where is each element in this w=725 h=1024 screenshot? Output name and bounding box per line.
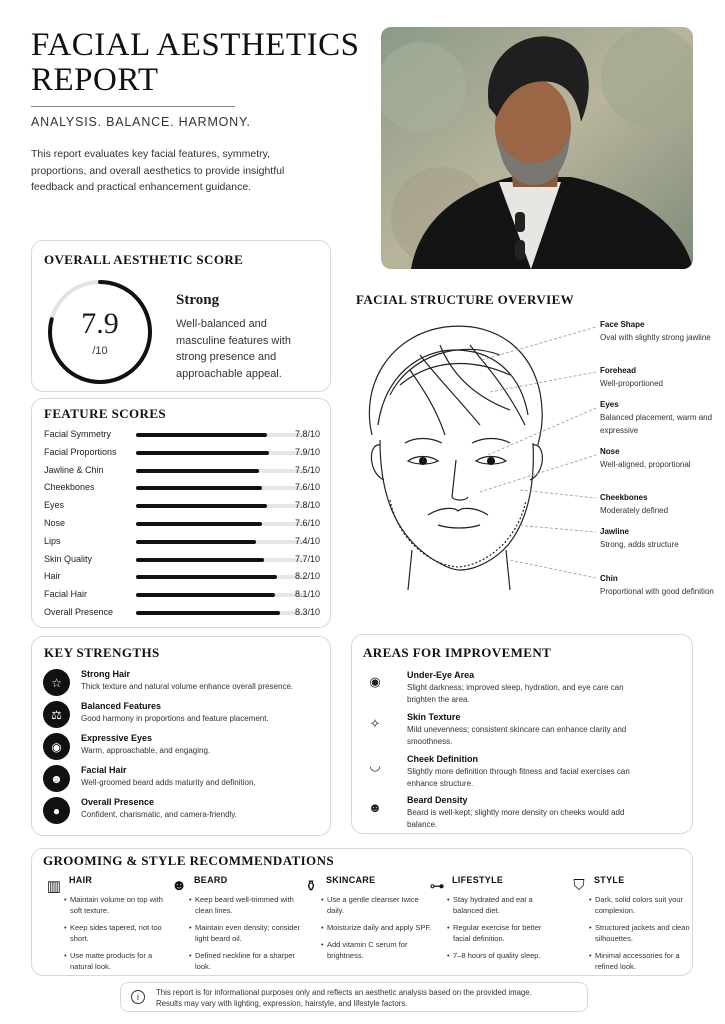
grooming-col-title: HAIR	[69, 875, 93, 885]
disclaimer-line-1: This report is for informational purposes only and reflects an aesthetic analysis based on the provided image.	[156, 988, 532, 997]
grooming-col-title: STYLE	[594, 875, 625, 885]
feature-row	[44, 516, 320, 534]
face-outline-icon: ◡	[369, 758, 381, 773]
grooming-heading: GROOMING & STYLE RECOMMENDATIONS	[43, 853, 334, 868]
callout-text: Strong, adds structure	[600, 540, 679, 549]
strength-title: Strong Hair	[81, 669, 131, 679]
callout-text: Proportional with good definition	[600, 587, 714, 596]
scale-icon: ⚖	[43, 701, 70, 728]
feature-bar-track	[136, 451, 306, 455]
feature-bar-track	[136, 486, 306, 490]
intro-text: This report evaluates key facial features, symmetry, proportions, and overall aesthetics to provide insightful feedback and practical enhancement guidance.	[31, 148, 285, 193]
strength-item	[43, 797, 323, 827]
feature-bar-track	[136, 558, 306, 562]
feature-scores-heading: FEATURE SCORES	[44, 406, 167, 421]
improvement-title: Beard Density	[407, 795, 468, 805]
improvement-title: Cheek Definition	[407, 754, 479, 764]
improvement-text: Beard is well-kept; slightly more density on cheeks would add balance.	[407, 808, 625, 829]
info-icon: i	[131, 990, 145, 1004]
feature-value: 7.6/10	[294, 518, 320, 528]
improvement-title: Under-Eye Area	[407, 670, 475, 680]
disclaimer-line-2: Results may vary with lighting, expression, hairstyle, and lifestyle factors.	[156, 998, 408, 1008]
feature-value: 7.4/10	[294, 535, 320, 546]
grooming-tip: • Add vitamin C serum for brightness.	[321, 939, 433, 961]
dumbbell-icon: ⊶	[429, 878, 445, 895]
grooming-tip: • Maintain even density; consider light beard oil.	[189, 922, 301, 944]
jacket-icon: ⛉	[573, 877, 585, 894]
improvement-title: Skin Texture	[407, 712, 461, 722]
callout-eyes	[600, 398, 720, 437]
grooming-tip: • Keep sides tapered, not too short.	[64, 922, 176, 944]
feature-bar-fill	[136, 575, 277, 579]
strength-text: Good harmony in proportions and feature placement.	[81, 714, 269, 723]
eye-icon: ◉	[43, 733, 70, 760]
strength-text: Confident, charismatic, and camera-friendly.	[81, 810, 237, 819]
grooming-tip: • Stay hydrated and eat a balanced diet.	[447, 894, 559, 916]
grooming-tip: • Dark, solid colors suit your complexion.	[589, 894, 701, 916]
callout-text: Well-aligned, proportional	[600, 460, 691, 469]
grooming-tip: • Maintain volume on top with soft texture.	[64, 894, 176, 916]
feature-bar-fill	[136, 611, 280, 615]
feature-label: Facial Symmetry	[44, 429, 112, 439]
grooming-tip: • Keep beard well-trimmed with clean lines.	[189, 894, 301, 916]
overall-score-max: /10	[92, 345, 108, 357]
comb-icon: ▥	[46, 878, 62, 895]
feature-bar-fill	[136, 593, 275, 597]
feature-label: Facial Proportions	[44, 446, 117, 457]
grooming-tip: • Moisturize daily and apply SPF.	[321, 922, 433, 933]
feature-row	[44, 605, 320, 623]
feature-value: 7.8/10	[294, 429, 320, 439]
feature-row	[44, 534, 320, 552]
callout-text: Oval with slightly strong jawline	[600, 333, 711, 342]
grooming-col-title: LIFESTYLE	[452, 875, 504, 885]
callout-text: Balanced placement, warm and expressive	[600, 413, 713, 435]
strength-item	[43, 765, 323, 795]
grooming-tip-list	[64, 894, 176, 978]
strength-item	[43, 701, 323, 731]
feature-bar-track	[136, 433, 306, 437]
feature-value: 7.9/10	[294, 446, 320, 457]
grooming-col-title: BEARD	[194, 875, 228, 885]
star-icon: ☆	[43, 669, 70, 696]
person-icon: ●	[43, 797, 70, 824]
tagline: ANALYSIS. BALANCE. HARMONY.	[31, 115, 251, 129]
beard-icon: ☻	[43, 765, 70, 792]
feature-label: Jawline & Chin	[44, 464, 104, 475]
feature-bar-track	[136, 593, 306, 597]
overall-score-heading: OVERALL AESTHETIC SCORE	[44, 252, 244, 267]
strength-text: Thick texture and natural volume enhance overall presence.	[81, 682, 294, 691]
feature-bar-fill	[136, 504, 267, 508]
structure-heading: FACIAL STRUCTURE OVERVIEW	[356, 292, 575, 307]
feature-value: 8.3/10	[294, 607, 320, 617]
feature-label: Lips	[44, 535, 61, 546]
strength-title: Facial Hair	[81, 765, 127, 775]
callout-title: Eyes	[600, 400, 619, 409]
feature-bar-fill	[136, 433, 267, 437]
eye-icon: ◉	[369, 674, 381, 689]
strength-title: Overall Presence	[81, 797, 155, 807]
feature-value: 8.2/10	[294, 571, 320, 582]
feature-bar-track	[136, 522, 306, 526]
feature-value: 7.7/10	[294, 553, 320, 564]
grooming-tip-list	[189, 894, 301, 978]
grooming-tip: • Structured jackets and clean silhouettes.	[589, 922, 701, 944]
report-title	[31, 28, 359, 98]
strength-text: Warm, approachable, and engaging.	[81, 746, 211, 755]
title-line-2: REPORT	[31, 62, 159, 98]
strength-text: Well-groomed beard adds maturity and definition.	[81, 778, 256, 787]
feature-row	[44, 445, 320, 463]
feature-bar-fill	[136, 540, 256, 544]
strengths-heading: KEY STRENGTHS	[44, 645, 160, 660]
callout-title: Nose	[600, 447, 620, 456]
feature-value: 7.5/10	[294, 464, 320, 475]
improvement-heading: AREAS FOR IMPROVEMENT	[363, 645, 552, 660]
callout-title: Face Shape	[600, 320, 645, 329]
feature-label: Facial Hair	[44, 589, 88, 600]
overall-rating: Strong	[176, 292, 220, 308]
grooming-tip: • 7–8 hours of quality sleep.	[447, 950, 559, 961]
feature-row	[44, 480, 320, 498]
feature-label: Cheekbones	[44, 482, 95, 493]
callout-cheekbones	[600, 491, 720, 517]
overall-score-value: 7.9	[81, 307, 119, 340]
callout-forehead	[600, 364, 720, 390]
beard-icon: ☻	[368, 799, 382, 815]
callout-text: Well-proportioned	[600, 379, 663, 388]
strength-title: Balanced Features	[81, 701, 162, 711]
grooming-tip: • Regular exercise for better facial definition.	[447, 922, 559, 944]
portrait-photo	[381, 27, 693, 269]
grooming-tip-list	[589, 894, 701, 978]
feature-bar-fill	[136, 469, 259, 473]
feature-label: Nose	[44, 518, 66, 528]
callout-text: Moderately defined	[600, 506, 669, 515]
grooming-tip-list	[321, 894, 433, 967]
feature-bar-track	[136, 575, 306, 579]
callout-leaders	[480, 320, 602, 590]
callout-title: Jawline	[600, 527, 629, 536]
feature-label: Skin Quality	[44, 553, 93, 564]
grooming-col-title: SKINCARE	[326, 875, 376, 885]
feature-bar-fill	[136, 451, 269, 455]
strength-item	[43, 669, 323, 699]
feature-bar-track	[136, 611, 306, 615]
grooming-tip: • Minimal accessories for a refined look.	[589, 950, 701, 972]
title-divider	[31, 106, 235, 107]
grooming-tip: • Use matte products for a natural look.	[64, 950, 176, 972]
feature-row	[44, 569, 320, 587]
feature-row	[44, 463, 320, 481]
feature-label: Overall Presence	[44, 607, 114, 617]
callout-nose	[600, 445, 720, 471]
improvement-text: Slight darkness; improved sleep, hydration, and eye care can brighten the area.	[407, 683, 624, 704]
callout-face-shape	[600, 318, 720, 344]
feature-row	[44, 587, 320, 605]
feature-value: 7.6/10	[294, 482, 320, 493]
callout-title: Cheekbones	[600, 493, 648, 502]
callout-jawline	[600, 525, 720, 551]
feature-bar-fill	[136, 558, 264, 562]
feature-label: Hair	[44, 571, 61, 582]
feature-label: Eyes	[44, 500, 65, 511]
grooming-tip: • Defined neckline for a sharper look.	[189, 950, 301, 972]
sparkle-icon: ✧	[369, 716, 381, 731]
feature-bar-track	[136, 469, 306, 473]
callout-chin	[600, 572, 720, 598]
feature-bar-fill	[136, 486, 262, 490]
strength-title: Expressive Eyes	[81, 733, 153, 743]
feature-row	[44, 552, 320, 570]
improvement-text: Slightly more definition through fitness and facial exercises can enhance structure.	[407, 767, 630, 788]
feature-row	[44, 498, 320, 516]
overall-description: Well-balanced and masculine features with strong presence and approachable appeal.	[176, 318, 291, 380]
feature-bar-fill	[136, 522, 262, 526]
improvement-text: Mild unevenness; consistent skincare can enhance clarity and smoothness.	[407, 725, 627, 746]
grooming-tip: • Use a gentle cleanser twice daily.	[321, 894, 433, 916]
feature-value: 8.1/10	[294, 589, 320, 600]
feature-bar-track	[136, 504, 306, 508]
title-line-1: FACIAL AESTHETICS	[31, 27, 360, 63]
bottle-icon: ⚱	[304, 878, 318, 895]
callout-title: Chin	[600, 574, 618, 583]
disclaimer-box	[120, 982, 588, 1012]
feature-row	[44, 427, 320, 445]
feature-value: 7.8/10	[294, 500, 320, 511]
beard-icon: ☻	[171, 877, 187, 894]
grooming-tip-list	[447, 894, 559, 967]
strength-item	[43, 733, 323, 763]
feature-bar-track	[136, 540, 306, 544]
callout-title: Forehead	[600, 366, 637, 375]
